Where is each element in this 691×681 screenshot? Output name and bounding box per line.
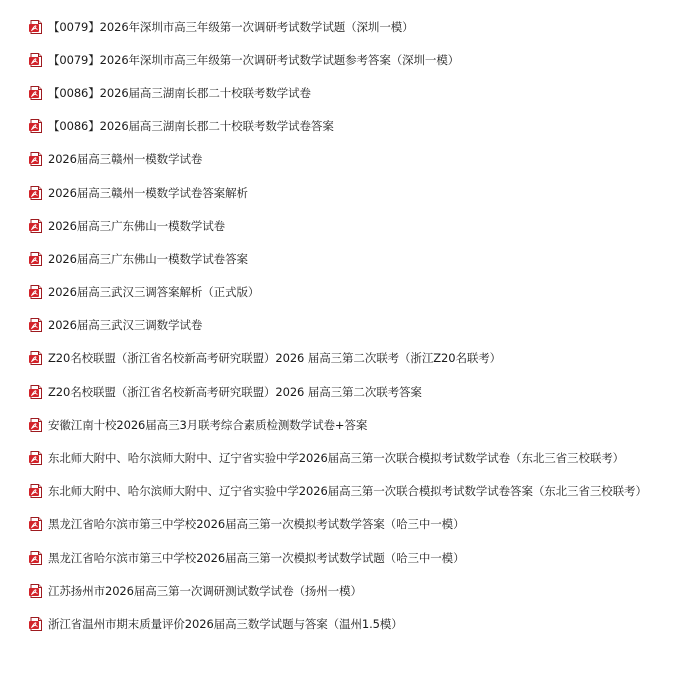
file-list-item[interactable] (28, 176, 688, 209)
file-list-item[interactable] (28, 43, 688, 76)
file-name[interactable]: Z20名校联盟（浙江省名校新高考研究联盟）2026 届高三第二次联考（浙江Z20名联考） (48, 351, 502, 366)
pdf-file-icon (28, 384, 44, 400)
pdf-file-icon (28, 583, 44, 599)
pdf-file-icon (28, 317, 44, 333)
file-list-item[interactable] (28, 309, 688, 342)
file-name[interactable]: 东北师大附中、哈尔滨师大附中、辽宁省实验中学2026届高三第一次联合模拟考试数学试卷答案（东北三省三校联考） (48, 484, 647, 499)
file-list-item[interactable] (28, 408, 688, 441)
file-name[interactable]: 【0086】2026届高三湖南长郡二十校联考数学试卷答案 (48, 119, 334, 134)
pdf-file-icon (28, 151, 44, 167)
pdf-file-icon (28, 52, 44, 68)
file-list-item[interactable] (28, 475, 688, 508)
pdf-file-icon (28, 19, 44, 35)
file-list-item[interactable] (28, 342, 688, 375)
pdf-file-icon (28, 251, 44, 267)
pdf-file-icon (28, 218, 44, 234)
file-list (28, 10, 688, 641)
file-name[interactable]: 2026届高三广东佛山一模数学试卷答案 (48, 251, 248, 266)
file-list-item[interactable] (28, 242, 688, 275)
file-name[interactable]: 黑龙江省哈尔滨市第三中学校2026届高三第一次模拟考试数学答案（哈三中一模） (48, 517, 465, 532)
file-name[interactable]: 江苏扬州市2026届高三第一次调研测试数学试卷（扬州一模） (48, 583, 362, 598)
file-name[interactable]: 浙江省温州市期末质量评价2026届高三数学试题与答案（温州1.5模） (48, 616, 403, 631)
file-list-item[interactable] (28, 541, 688, 574)
file-name[interactable]: 【0079】2026年深圳市高三年级第一次调研考试数学试题参考答案（深圳一模） (48, 52, 460, 67)
file-list-item[interactable] (28, 375, 688, 408)
file-name[interactable]: 安徽江南十校2026届高三3月联考综合素质检测数学试卷+答案 (48, 417, 368, 432)
file-name[interactable]: 2026届高三武汉三调数学试卷 (48, 318, 203, 333)
file-list-item[interactable] (28, 143, 688, 176)
file-name[interactable]: 【0086】2026届高三湖南长郡二十校联考数学试卷 (48, 85, 311, 100)
pdf-file-icon (28, 417, 44, 433)
file-name[interactable]: 【0079】2026年深圳市高三年级第一次调研考试数学试题（深圳一模） (48, 19, 414, 34)
file-list-item[interactable] (28, 110, 688, 143)
file-name[interactable]: 2026届高三赣州一模数学试卷 (48, 152, 203, 167)
file-name[interactable]: 东北师大附中、哈尔滨师大附中、辽宁省实验中学2026届高三第一次联合模拟考试数学试卷（东北三省三校联考） (48, 451, 625, 466)
file-list-item[interactable] (28, 76, 688, 109)
pdf-file-icon (28, 284, 44, 300)
file-list-item[interactable] (28, 209, 688, 242)
pdf-file-icon (28, 185, 44, 201)
pdf-file-icon (28, 516, 44, 532)
file-list-item[interactable] (28, 276, 688, 309)
pdf-file-icon (28, 450, 44, 466)
pdf-file-icon (28, 616, 44, 632)
pdf-file-icon (28, 550, 44, 566)
pdf-file-icon (28, 483, 44, 499)
file-list-item[interactable] (28, 441, 688, 474)
file-list-item[interactable] (28, 508, 688, 541)
pdf-file-icon (28, 350, 44, 366)
pdf-file-icon (28, 118, 44, 134)
file-name[interactable]: 2026届高三赣州一模数学试卷答案解析 (48, 185, 248, 200)
file-name[interactable]: 2026届高三武汉三调答案解析（正式版） (48, 285, 260, 300)
file-list-item[interactable] (28, 10, 688, 43)
file-name[interactable]: Z20名校联盟（浙江省名校新高考研究联盟）2026 届高三第二次联考答案 (48, 384, 422, 399)
pdf-file-icon (28, 85, 44, 101)
file-list-item[interactable] (28, 574, 688, 607)
file-name[interactable]: 2026届高三广东佛山一模数学试卷 (48, 218, 226, 233)
file-name[interactable]: 黑龙江省哈尔滨市第三中学校2026届高三第一次模拟考试数学试题（哈三中一模） (48, 550, 465, 565)
file-list-item[interactable] (28, 607, 688, 640)
